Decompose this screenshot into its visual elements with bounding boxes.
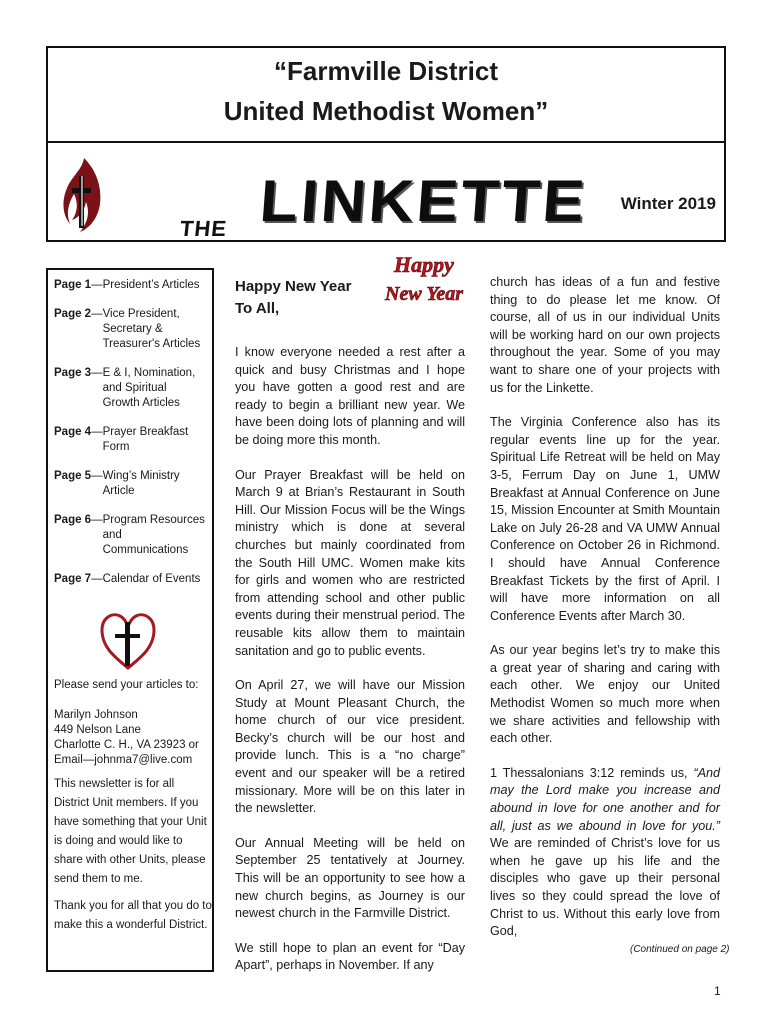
toc-page: Page 1 [54, 279, 92, 291]
issue-label: Winter 2019 [620, 194, 716, 213]
title-box [48, 48, 724, 143]
greeting-happy: Happy [394, 252, 454, 277]
toc-page: Page 2 [54, 308, 92, 320]
contact-street: 449 Nelson Lane [54, 724, 141, 736]
toc-text: Calendar of Events [102, 573, 201, 585]
article-paragraph: Our Annual Meeting will be held on September 25 tentatively at Journey. This will be an opportunity to see how a new church begins, as Journey is our newest church in the Farmville District. [235, 835, 465, 921]
toc-item: Page 2 — Vice President, Secretary & Treasurer's Articles [54, 307, 206, 352]
cross-and-flame-icon [62, 156, 104, 234]
toc-item: Page 6 — Program Resources and Communications [54, 514, 205, 556]
toc-text: Prayer Breakfast Form [102, 426, 189, 453]
article-paragraph: I know everyone needed a rest after a quick and busy Christmas and I hope you have gotten a good rest and are ready to begin a brilliant new year. We have been doing lots of planning and will be doing more this month. [235, 345, 465, 447]
article-paragraph: church has ideas of a fun and festive thing to do please let me know. Of course, all of us in our individual Units will be working hard on our own projects throughout the year. Some of you may want to share one of your projects with us for the Linkette. [490, 275, 720, 395]
sidebar [46, 268, 214, 972]
toc-text: President’s Articles [102, 279, 200, 291]
verse-quote: “And may the Lord make you increase and abound in love for one another and for all, just as we abound in love for you.” [490, 765, 720, 833]
newsletter-note: This newsletter is for all District Unit members. If you have something that your Unit is doing and would like to share with other Units, please send them to me. [54, 778, 207, 885]
toc-item: Page 1 — President’s Articles [54, 278, 206, 293]
contact-email: Email—johnma7@live.com [54, 754, 193, 766]
verse-rest: We are reminded of Christ’s love for us when he gave up his life and the disciples who gave up their personal lives so they could spread the love of Christ to us. Without this early love from God, [490, 836, 720, 939]
toc-page: Page 3 [54, 367, 92, 379]
toc-item: Page 7 — Calendar of Events [54, 572, 206, 587]
toc-page: Page 4 [54, 426, 92, 438]
continued-note: (Continued on page 2) [630, 944, 730, 955]
article-heading: Happy New Year To All, [235, 278, 352, 317]
article-paragraph: We still hope to plan an event for “Day Apart”, perhaps in November. If any [235, 940, 465, 973]
verse-intro: 1 Thessalonians 3:12 reminds us, [490, 765, 694, 780]
title-line-2: United Methodist Women” [223, 96, 549, 126]
toc-text: Vice President, Secretary & Treasurer's Articles [102, 308, 201, 350]
linkette-wordmark: LINKETTE [257, 168, 590, 235]
article-column-1 [235, 276, 465, 992]
toc-item: Page 3 — E & I, Nomination, and Spiritual Growth Articles [54, 366, 206, 411]
article-paragraph: Our Prayer Breakfast will be held on March 9 at Brian’s Restaurant in South Hill. Our Mission Focus will be the Wings ministry which is done at several churches but mainly coordinated from the South Hill UMC. Women make kits for girls and women who are restricted from attending school and other public events during their menstrual period. The reusable kits allow them to maintain sanitation and go to public events. [235, 467, 465, 658]
masthead [46, 46, 726, 242]
title-line-1: “Farmville District [274, 56, 498, 86]
toc-item: Page 4 — Prayer Breakfast Form [54, 425, 206, 455]
thank-you-note: Thank you for all that you do to make this a wonderful District. [54, 900, 212, 931]
toc-item: Page 5 — Wing’s Ministry Article [54, 469, 206, 499]
toc-text: E & I, Nomination, and Spiritual Growth Articles [102, 367, 196, 409]
toc-page: Page 6 [54, 514, 92, 526]
contact-city: Charlotte C. H., VA 23923 or [54, 739, 199, 751]
greeting-new-year: New Year [385, 283, 463, 305]
the-wordmark: THE [178, 216, 229, 241]
send-articles-label: Please send your articles to: [54, 679, 199, 691]
page-number: 1 [714, 984, 721, 998]
article-paragraph: As our year begins let’s try to make this a great year of sharing and caring with each other. We enjoy our United Methodist Women so much more when we share activities and fellowship with each other. [490, 643, 720, 746]
article-paragraph: On April 27, we will have our Mission Study at Mount Pleasant Church, the home church of our vice president. Becky’s church will be our host and provide lunch. This is a “no charge” event and our speaker will be a retired missionary. More will be on this later in the newsletter. [235, 678, 465, 816]
verse-paragraph [490, 765, 720, 941]
toc-page: Page 5 [54, 470, 92, 482]
article-column-2 [490, 274, 720, 958]
contact-name: Marilyn Johnson [54, 709, 138, 721]
article-paragraph: The Virginia Conference also has its regular events line up for the year. Spiritual Life Retreat will be held on May 3-5, Ferrum Day on June 1, UMW Breakfast at Annual Conference on June 15, Mission Encounter at Smith Mountain Lake on July 26-28 and VA UMW Annual Conference on October 26 in Richmond. I should have Annual Conference Breakfast Tickets by the first of April. I will have more information on all Conference Events after March 30. [490, 415, 720, 623]
toc-text: Wing’s Ministry Article [102, 470, 180, 497]
toc-page: Page 7 [54, 573, 92, 585]
toc-text: Program Resources and Communications [102, 514, 205, 556]
heart-cross-icon [98, 608, 158, 672]
contact-address [54, 708, 212, 768]
